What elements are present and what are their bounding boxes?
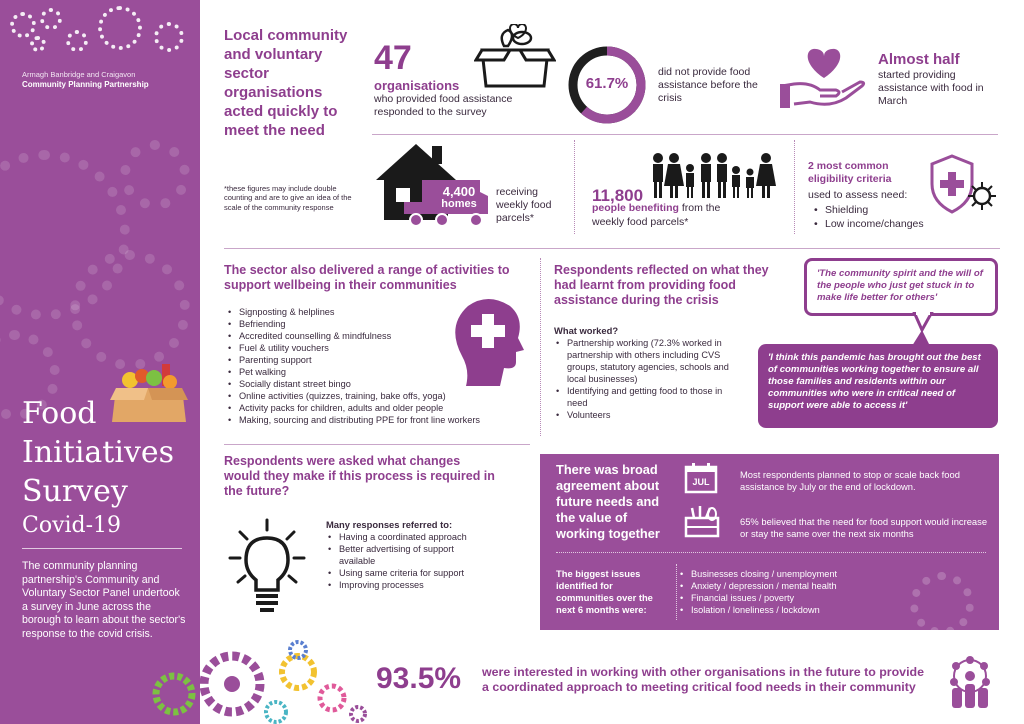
list-item: • Pet walking	[228, 366, 538, 378]
orgs-number: 47	[374, 39, 412, 77]
quote-bubble	[804, 258, 998, 316]
list-item: • Volunteers	[556, 409, 736, 421]
divider	[574, 140, 575, 234]
list-item: • Befriending	[228, 318, 538, 330]
people-description-line2: weekly food parcels*	[592, 216, 689, 228]
donut-percentage: 61.7%	[585, 75, 629, 92]
list-item: • Financial issues / poverty	[680, 592, 880, 604]
list-item: • Identifying and getting food to those in need	[556, 385, 736, 409]
list-item: • Socially distant street bingo	[228, 378, 538, 390]
survey-description: The community planning partnership's Community and Voluntary Sector Panel undertook a survey in June across the borough to learn about the sector's response to the covid crisis.	[22, 560, 186, 640]
heart-hand-icon	[780, 42, 868, 112]
quote-text: 'I think this pandemic has brought out the best of communities working together to ensure all those families and residents within our communities who were in critical need of support were able to access it'	[768, 352, 981, 411]
list-item: • Using same criteria for support	[328, 567, 488, 579]
divider	[676, 564, 677, 620]
almost-half-title: Almost half	[878, 51, 960, 68]
what-worked-list	[556, 337, 736, 421]
list-item: • Making, sourcing and distributing PPE for front line workers	[228, 414, 538, 426]
people-description: from the	[681, 202, 721, 214]
survey-subtitle: Covid-19	[22, 513, 122, 538]
almost-half-description: started providing assistance with food in March	[878, 69, 984, 107]
homes-label: homes	[441, 198, 477, 210]
orgs-label: organisations	[374, 78, 460, 93]
gear-decoration-icon	[910, 572, 974, 636]
grocery-box-icon	[474, 24, 556, 88]
quote-text: 'The community spirit and the will of the people who just get stuck in to make life better for others'	[817, 268, 983, 303]
gear-logo-icon	[98, 6, 142, 50]
divider	[224, 248, 1000, 249]
footer-text: were interested in working with other organisations in the future to provide a coordinated approach to meeting critical food needs in their community	[482, 665, 924, 694]
what-worked-label: What worked?	[554, 325, 619, 336]
org-name-line2: Community Planning Partnership	[22, 80, 149, 89]
changes-heading: Respondents were asked what changes would they make if this process is required in the future?	[224, 454, 495, 498]
list-item: • Activity packs for children, adults and older people	[228, 402, 538, 414]
list-item: • Parenting support	[228, 354, 538, 366]
list-item: • Accredited counselling & mindfulness	[228, 330, 538, 342]
gear-logo-icon	[30, 36, 46, 52]
lightbulb-icon	[228, 518, 306, 614]
list-item: • Isolation / loneliness / lockdown	[680, 604, 880, 616]
learnt-heading: Respondents reflected on what they had learnt from providing food assistance during the crisis	[554, 263, 769, 307]
list-item: • Signposting & helplines	[228, 306, 538, 318]
divider	[540, 258, 541, 436]
criteria-description: used to assess need:	[808, 189, 908, 201]
gear-logo-icon	[40, 8, 62, 30]
divider	[372, 134, 998, 135]
community-people-icon	[944, 654, 996, 710]
gear-logo-icon	[154, 22, 184, 52]
people-number: 11,800	[592, 186, 644, 205]
quote-tail-icon	[912, 312, 934, 332]
intro-footnote: *these figures may include double counting and are to give an idea of the scale of the community response	[224, 184, 352, 212]
criteria-title: 2 most common eligibility criteria	[808, 160, 892, 185]
people-family-icon	[650, 152, 778, 200]
survey-title-line: Initiatives	[22, 435, 175, 470]
divider	[224, 444, 530, 445]
list-item: • Low income/changes	[814, 218, 924, 232]
homes-number: 4,400	[442, 184, 476, 199]
list-item: • Online activities (quizzes, training, bake offs, yoga)	[228, 390, 538, 402]
list-item: • Improving processes	[328, 579, 488, 591]
agreement-point-1: Most respondents planned to stop or scale back food assistance by July or the end of lockdown.	[740, 469, 960, 492]
sidebar-panel	[0, 0, 200, 724]
org-name-line1: Armagh Banbridge and Craigavon	[22, 70, 136, 79]
gear-logo-icon	[66, 30, 88, 52]
changes-intro: Many responses referred to:	[326, 519, 453, 530]
homes-description: receiving weekly food parcels*	[496, 186, 552, 224]
list-item: • Anxiety / depression / mental health	[680, 580, 880, 592]
divider	[556, 552, 986, 553]
gear-logo-icon	[10, 12, 36, 38]
agreement-panel	[540, 454, 999, 630]
orgs-description: who provided food assistance responded to the survey	[374, 93, 513, 118]
divider	[794, 140, 795, 234]
criteria-list	[814, 204, 924, 231]
divider	[22, 548, 182, 549]
calendar-label: JUL	[692, 477, 710, 487]
changes-list	[328, 531, 488, 591]
activities-heading: The sector also delivered a range of activities to support wellbeing in their communities	[224, 263, 510, 292]
quote-bubble	[758, 344, 998, 428]
not-before-description: did not provide food assistance before the crisis	[658, 66, 758, 104]
list-item: • Businesses closing / unemployment	[680, 568, 880, 580]
issues-list	[680, 568, 880, 616]
footer-percentage: 93.5%	[376, 662, 462, 695]
food-crate-icon	[684, 504, 720, 538]
list-item: • Shielding	[814, 204, 924, 218]
agreement-heading: There was broad agreement about future needs and the value of working together	[556, 462, 660, 541]
list-item: • Partnership working (72.3% worked in partnership with others including CVS groups, statutory agencies, schools and local businesses)	[556, 337, 736, 385]
people-label: people benefiting	[592, 202, 679, 214]
head-cross-icon	[452, 296, 524, 388]
agreement-point-2: 65% believed that the need for food support would increase or stay the same over the next six months	[740, 516, 988, 539]
shield-virus-icon	[928, 152, 1000, 218]
survey-title-line: Survey	[22, 474, 128, 509]
list-item: • Fuel & utility vouchers	[228, 342, 538, 354]
list-item: • Having a coordinated approach	[328, 531, 488, 543]
colorful-gears-icon	[148, 638, 378, 724]
issues-label: The biggest issues identified for communities over the next 6 months were:	[556, 568, 653, 615]
survey-title-line: Food	[22, 396, 97, 431]
intro-heading: Local community and voluntary sector organisations acted quickly to meet the need	[224, 27, 348, 139]
list-item: • Better advertising of support available	[328, 543, 488, 567]
